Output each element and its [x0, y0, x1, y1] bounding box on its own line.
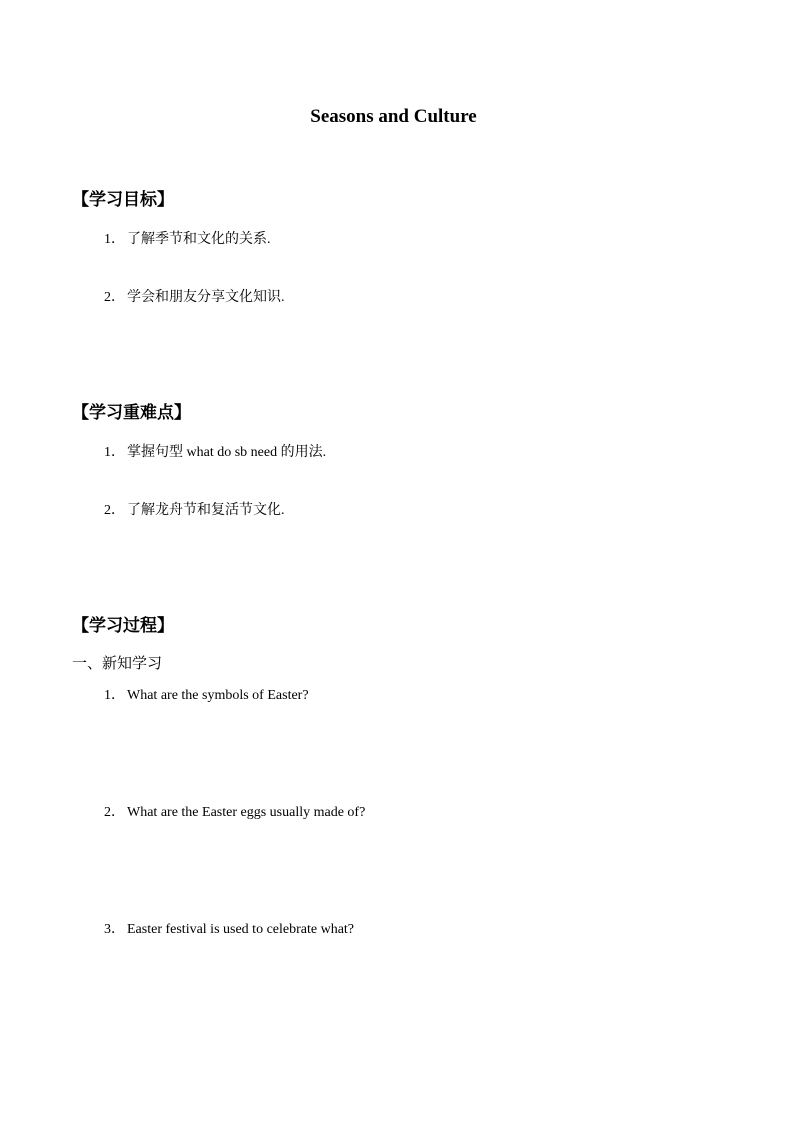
subsection-heading: 一、新知学习 [72, 656, 163, 672]
list-item [104, 291, 285, 305]
list-item [104, 806, 365, 820]
list-item-number: 3． [104, 922, 125, 937]
page-title: Seasons and Culture [310, 106, 477, 127]
list-item-text: What are the symbols of Easter? [127, 688, 309, 703]
list-item [104, 446, 326, 460]
list-item-number: 2． [104, 503, 125, 518]
list-item-number: 2． [104, 290, 125, 305]
list-item-number: 1． [104, 688, 125, 703]
list-item-text: 了解龙舟节和复活节文化. [127, 503, 285, 518]
list-item-number: 2． [104, 805, 125, 820]
list-item-text: 了解季节和文化的关系. [127, 232, 271, 247]
list-item [104, 504, 285, 518]
section-heading-key-points: 【学习重难点】 [72, 403, 191, 422]
list-item-text: Easter festival is used to celebrate what? [127, 922, 355, 937]
section-heading-process: 【学习过程】 [72, 616, 174, 635]
section-heading-objectives: 【学习目标】 [72, 190, 174, 209]
list-item-number: 1． [104, 232, 125, 247]
list-item-number: 1． [104, 445, 125, 460]
list-item [104, 689, 309, 703]
list-item-text: 学会和朋友分享文化知识. [127, 290, 285, 305]
list-item [104, 233, 271, 247]
list-item-text: What are the Easter eggs usually made of? [127, 805, 366, 820]
list-item [104, 923, 354, 937]
list-item-text: 掌握句型 what do sb need 的用法. [127, 445, 327, 460]
